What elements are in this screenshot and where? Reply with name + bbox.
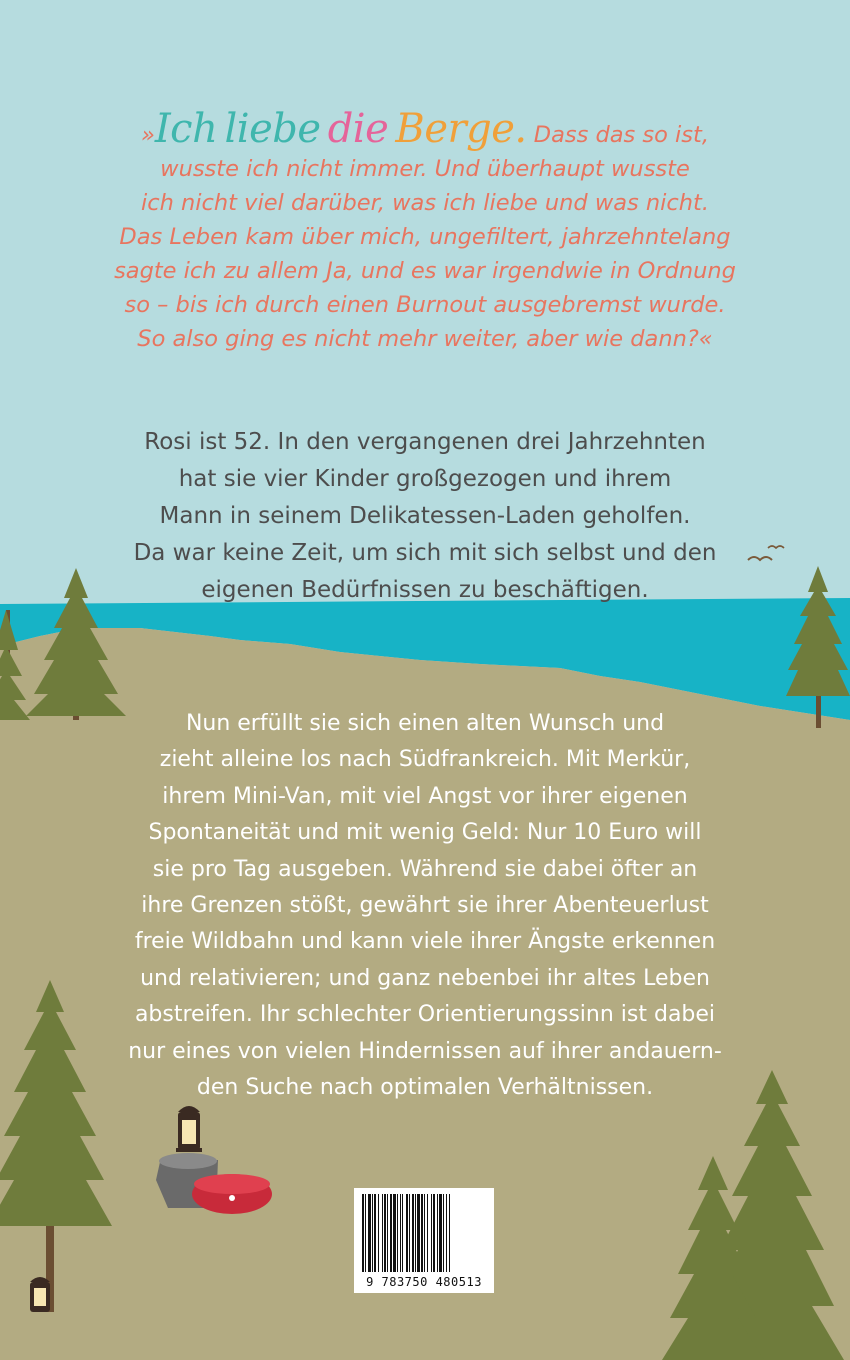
- barcode-bars: [360, 1194, 488, 1272]
- blurb-line: den Suche nach optimalen Verhältnissen.: [196, 1075, 654, 1101]
- quote-headline-word: die: [327, 106, 389, 152]
- quote-open-mark: »: [140, 122, 155, 148]
- blurb-line: abstreifen. Ihr schlechter Orientierungssinn ist dabei: [134, 1002, 716, 1028]
- blurb-line: Spontaneität und mit wenig Geld: Nur 10 Euro will: [148, 820, 702, 846]
- quote-line: sagte ich zu allem Ja, und es war irgendwie in Ordnung: [114, 258, 736, 284]
- opening-quote: [100, 106, 750, 356]
- quote-line: wusste ich nicht immer. Und überhaupt wusste: [160, 156, 690, 182]
- quote-headline-word: Ich: [154, 106, 218, 152]
- blurb-line: nur eines von vielen Hindernissen auf ihrer andauern-: [128, 1038, 722, 1064]
- blurb-paragraph-1: [90, 424, 760, 609]
- blurb-line: eigenen Bedürfnissen zu beschäftigen.: [201, 577, 649, 603]
- blurb-line: und relativieren; und ganz nebenbei ihr altes Leben: [140, 965, 710, 991]
- blurb-line: sie pro Tag ausgeben. Während sie dabei öfter an: [152, 856, 698, 882]
- blurb-line: zieht alleine los nach Südfrankreich. Mit Merkür,: [159, 747, 691, 773]
- blurb-line: freie Wildbahn und kann viele ihrer Ängste erkennen: [134, 929, 716, 955]
- quote-headline-word: Berge.: [395, 106, 527, 152]
- quote-line: so – bis ich durch einen Burnout ausgebremst wurde.: [124, 292, 726, 318]
- blurb-line: hat sie vier Kinder großgezogen und ihrem: [178, 466, 672, 492]
- quote-line: Dass das so ist,: [533, 122, 710, 148]
- quote-line: So also ging es nicht mehr weiter, aber wie dann?«: [137, 326, 713, 352]
- quote-line: Das Leben kam über mich, ungefiltert, jahrzehntelang: [119, 224, 731, 250]
- isbn-barcode: [354, 1188, 494, 1293]
- blurb-paragraph-2: [70, 706, 780, 1106]
- quote-line: ich nicht viel darüber, was ich liebe und was nicht.: [140, 190, 709, 216]
- blurb-line: ihre Grenzen stößt, gewährt sie ihrer Abenteuerlust: [141, 893, 709, 919]
- lantern-icon: [30, 1277, 50, 1312]
- blurb-line: ihrem Mini-Van, mit viel Angst vor ihrer eigenen: [162, 783, 688, 809]
- blurb-line: Nun erfüllt sie sich einen alten Wunsch und: [185, 711, 665, 736]
- blurb-line: Da war keine Zeit, um sich mit sich selbst und den: [133, 540, 717, 566]
- cushion-icon: [192, 1174, 272, 1214]
- isbn-number: 9 783750 480513: [366, 1275, 482, 1289]
- blurb-line: Rosi ist 52. In den vergangenen drei Jahrzehnten: [144, 429, 706, 455]
- lantern-icon: [176, 1106, 202, 1152]
- quote-headline-word: liebe: [224, 106, 321, 152]
- blurb-line: Mann in seinem Delikatessen-Laden geholfen.: [159, 503, 691, 529]
